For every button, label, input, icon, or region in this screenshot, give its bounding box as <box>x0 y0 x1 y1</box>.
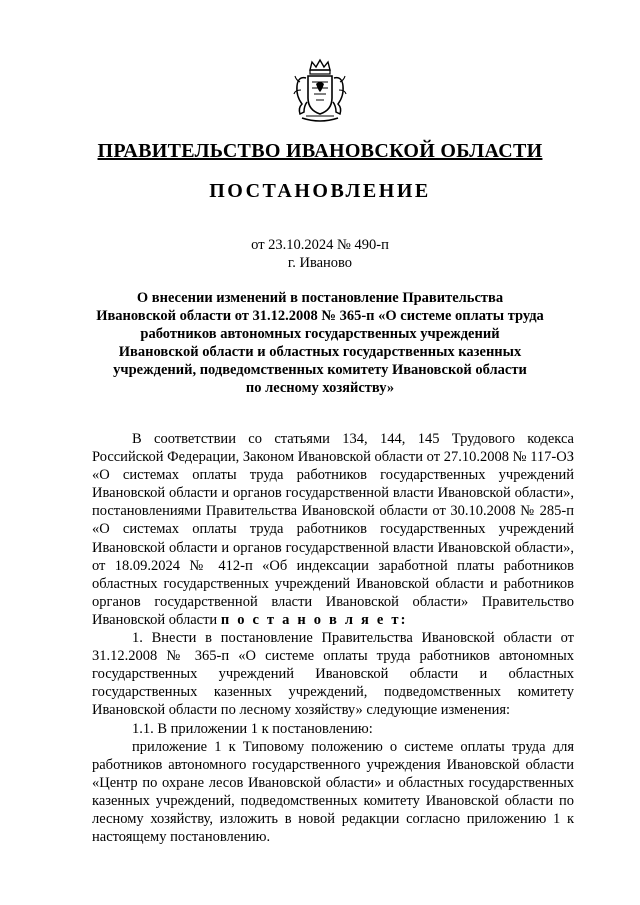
appendix-paragraph: приложение 1 к Типовому положению о системе оплаты труда для работников автономного государственного учреждения Ивановской области «Центр по охране лесов Ивановской области» и областных государственных казенных учреждений, подведомственных комитету Ивановской области по лесному хозяйству, изложить в новой редакции согласно приложению 1 к настоящему постановлению. <box>92 738 574 846</box>
clause-1-1-paragraph: 1.1. В приложении 1 к постановлению: <box>132 720 373 737</box>
preamble-paragraph <box>92 430 574 629</box>
title-line: Ивановской области и областных государственных казенных <box>118 344 522 360</box>
preamble-text: В соответствии со статьями 134, 144, 145 Трудового кодекса Российской Федерации, Законом Ивановской области от 27.10.2008 № 117-ОЗ «О системах оплаты труда работников государственных учреждений Ивановской области и органов государственной власти Ивановской области», постановлениями Правительства Ивановской области от 30.10.2008 № 285-п «О системах оплаты труда работников государственных учреждений Ивановской области и органов государственной власти Ивановской области», от 18.09.2024 № 412-п «Об индексации заработной платы работников областных государственных учреждений Ивановской области и работников органов государственной власти Ивановской области» Правительство Ивановской области <box>92 431 574 628</box>
title-line: О внесении изменений в постановление Правительства <box>136 290 504 306</box>
title-line: работников автономных государственных учреждений <box>140 326 500 342</box>
organization-name: ПРАВИТЕЛЬСТВО ИВАНОВСКОЙ ОБЛАСТИ <box>97 140 543 162</box>
document-city: г. Иваново <box>287 255 353 271</box>
document-body <box>92 430 574 846</box>
coat-of-arms-icon <box>292 58 348 126</box>
decree-word: п о с т а н о в л я е т: <box>220 611 408 628</box>
document-date-number: от 23.10.2024 № 490-п <box>251 237 389 253</box>
title-line: по лесному хозяйству» <box>245 380 395 396</box>
document-title <box>90 289 550 397</box>
clause-1-paragraph: 1. Внести в постановление Правительства Ивановской области от 31.12.2008 № 365-п «О системе оплаты труда работников автономных государственных учреждений Ивановской области и областных государственных казенных учреждений, подведомственных комитету Ивановской области по лесному хозяйству» следующие изменения: <box>92 630 574 719</box>
document-type: ПОСТАНОВЛЕНИЕ <box>209 180 431 202</box>
title-line: Ивановской области от 31.12.2008 № 365-п «О системе оплаты труда <box>96 308 544 324</box>
title-line: учреждений, подведомственных комитету Ивановской области <box>113 362 527 378</box>
